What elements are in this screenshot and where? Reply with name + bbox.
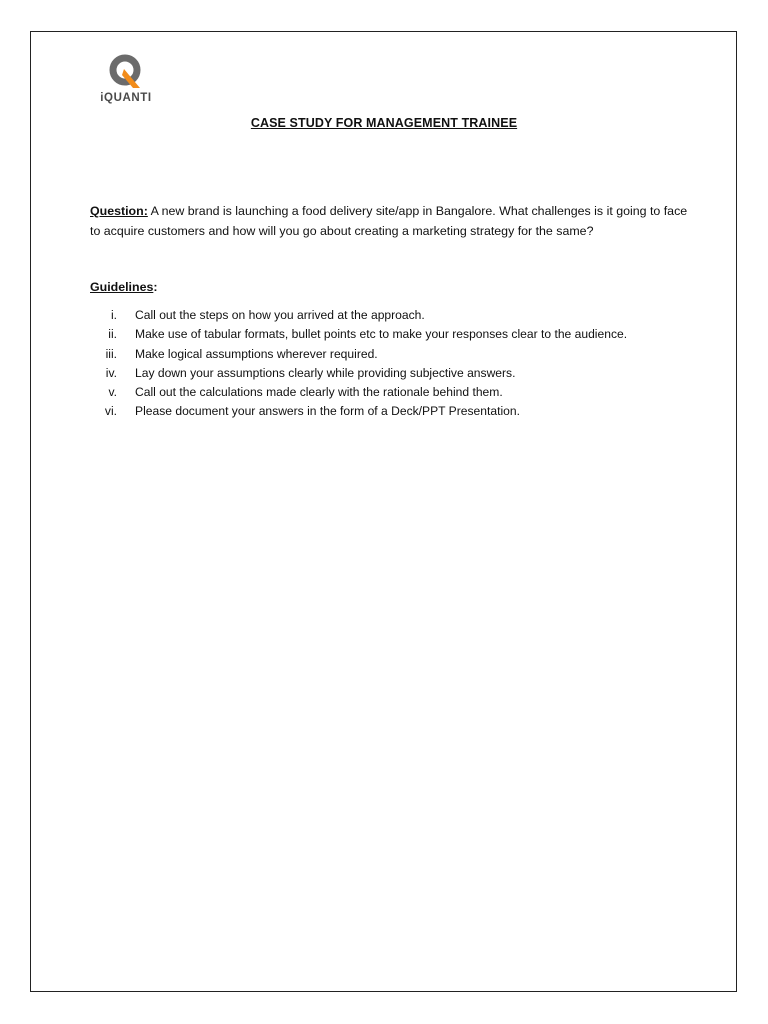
list-item: [90, 306, 710, 325]
list-item: [90, 345, 710, 364]
list-item-number: v.: [108, 385, 117, 400]
list-item-number: vi.: [104, 404, 117, 419]
q-logo-icon: [107, 54, 145, 90]
guidelines-heading: [90, 280, 158, 294]
list-item-number: iv.: [105, 365, 117, 380]
list-item-text: Call out the steps on how you arrived at the approach.: [135, 308, 425, 322]
list-item-text: Call out the calculations made clearly with the rationale behind them.: [135, 385, 503, 400]
iquanti-logo: [92, 54, 160, 106]
question-label: Question:: [90, 204, 148, 218]
list-item-number: i.: [110, 308, 117, 322]
question-text: A new brand is launching a food delivery site/app in Bangalore. What challenges is it going to face to acquire customers and how will you go about creating a marketing strategy for the same?: [90, 204, 688, 238]
list-item-text: Lay down your assumptions clearly while providing subjective answers.: [135, 365, 516, 380]
list-item: [90, 364, 710, 383]
guidelines-colon: :: [153, 280, 158, 294]
list-item-text: Make logical assumptions wherever required.: [135, 346, 378, 361]
question-paragraph: [90, 202, 695, 241]
guidelines-label: Guidelines: [90, 280, 154, 294]
list-item: [90, 325, 710, 344]
list-item-text: Please document your answers in the form of a Deck/PPT Presentation.: [135, 404, 520, 419]
list-item: [90, 402, 710, 421]
list-item-number: iii.: [105, 346, 117, 361]
guidelines-list: [90, 306, 710, 422]
list-item: [90, 383, 710, 402]
document-title: CASE STUDY FOR MANAGEMENT TRAINEE: [250, 116, 518, 130]
logo-wordmark: iQUANTI: [100, 92, 152, 104]
page-border: [30, 31, 737, 992]
list-item-text: Make use of tabular formats, bullet points etc to make your responses clear to the audience.: [135, 327, 628, 342]
list-item-number: ii.: [108, 327, 117, 342]
